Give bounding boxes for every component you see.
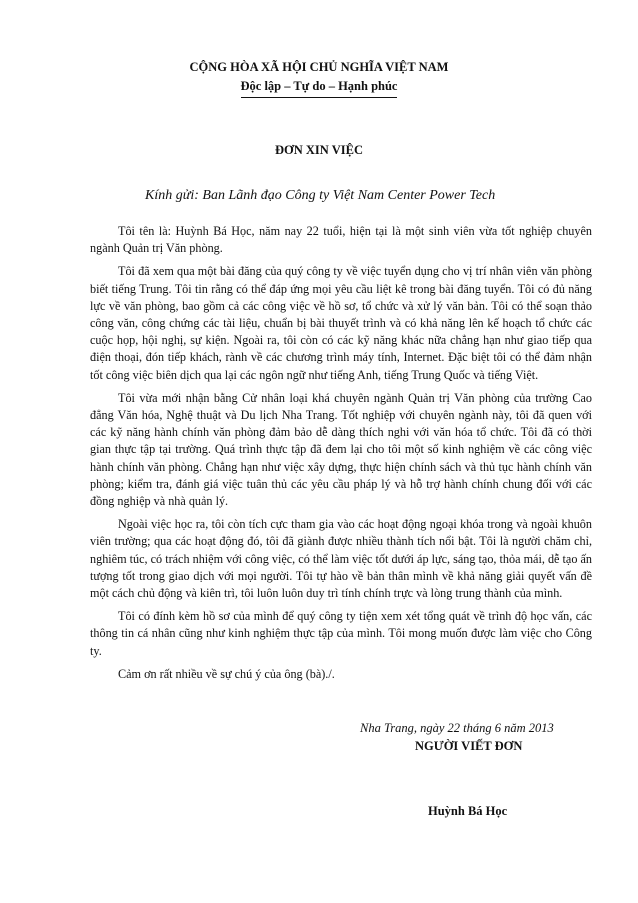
recipient-line: Kính gửi: Ban Lãnh đạo Công ty Việt Nam Center Power Tech [145, 188, 496, 203]
paragraph-qualifications: Tôi đã xem qua một bài đăng của quý công ty về việc tuyển dụng cho vị trí nhân viên văn phòng biết tiếng Trung. Tôi tin rằng có thể đáp ứng mọi yêu cầu liệt kê trong bài đăng tuyển. Tôi có đủ năng lực về văn phòng, bao gồm cả các công việc về hồ sơ, tổ chức và xử lý văn bản. Tôi có thể soạn thảo công văn, công chứng các tài liệu, chuẩn bị bài thuyết trình và có khả năng lên kế hoạch tổ chức các cuộc họp, hội nghị, sự kiện. Ngoài ra, tôi còn có các kỹ năng khác nữa chẳng hạn như giao tiếp qua điện thoại, đón tiếp khách, rành về các chương trình máy tính, Internet. Đặc biệt tôi có thể đảm nhận tốt công việc biên dịch qua lại các ngôn ngữ như tiếng Anh, tiếng Trung Quốc và tiếng Việt. [90, 264, 592, 382]
national-title: CỘNG HÒA XÃ HỘI CHỦ NGHĨA VIỆT NAM [189, 60, 449, 74]
paragraph-thanks: Cảm ơn rất nhiều về sự chú ý của ông (bà)./. [118, 666, 335, 681]
national-motto: Độc lập – Tự do – Hạnh phúc [241, 79, 398, 98]
document-title: ĐƠN XIN VIỆC [275, 143, 363, 157]
place-date: Nha Trang, ngày 22 tháng 6 năm 2013 [360, 721, 554, 735]
paragraph-attachment: Tôi có đính kèm hồ sơ của mình để quý công ty tiện xem xét tổng quát về trình độ học vấn, các thông tin cá nhân cũng như kinh nghiệm thực tập của mình. Tôi mong muốn được làm việc cho Công ty. [90, 609, 592, 658]
letter-body [90, 223, 592, 689]
paragraph-introduction: Tôi tên là: Huỳnh Bá Học, năm nay 22 tuổi, hiện tại là một sinh viên vừa tốt nghiệp chuyên ngành Quản trị Văn phòng. [90, 224, 592, 256]
signer-title: NGƯỜI VIẾT ĐƠN [415, 739, 523, 753]
motto-line [0, 77, 638, 98]
paragraph-education: Tôi vừa mới nhận bằng Cử nhân loại khá chuyên ngành Quản trị Văn phòng của trường Cao đẳng Văn hóa, Nghệ thuật và Du lịch Nha Trang. Tốt nghiệp với chuyên ngành này, tôi đã quen với các kỹ năng hành chính văn phòng đảm bảo dễ dàng thích nghi với văn hóa tổ chức. Tôi đã có thời gian thực tập tại trường. Quá trình thực tập đã đem lại cho tôi một số kinh nghiệm về các công việc hành chính văn phòng. Chẳng hạn như việc xây dựng, thực hiện chính sách và thủ tục hành chính văn phòng; kiểm tra, đánh giá việc tuân thủ các yêu cầu pháp lý và hỗ trợ hành chính chung đối với các đồng nghiệp và nhà quản lý. [90, 390, 592, 509]
signer-name: Huỳnh Bá Học [428, 804, 508, 818]
paragraph-personal-traits: Ngoài việc học ra, tôi còn tích cực tham gia vào các hoạt động ngoại khóa trong và ngoài khuôn viên trường; qua các hoạt động đó, tôi đã giành được nhiều thành tích nổi bật. Tôi là người chăm chỉ, nghiêm túc, có trách nhiệm với công việc, có thể làm việc tốt dưới áp lực, sáng tạo, thỏa mái, dễ tạo ấn tượng tốt trong giao dịch với mọi người. Tôi tự hào về bản thân mình về khả năng giải quyết vấn đề một cách chủ động và kiên trì, tôi luôn luôn duy trì tính chính trực và lòng trung thành của mình. [90, 517, 592, 601]
